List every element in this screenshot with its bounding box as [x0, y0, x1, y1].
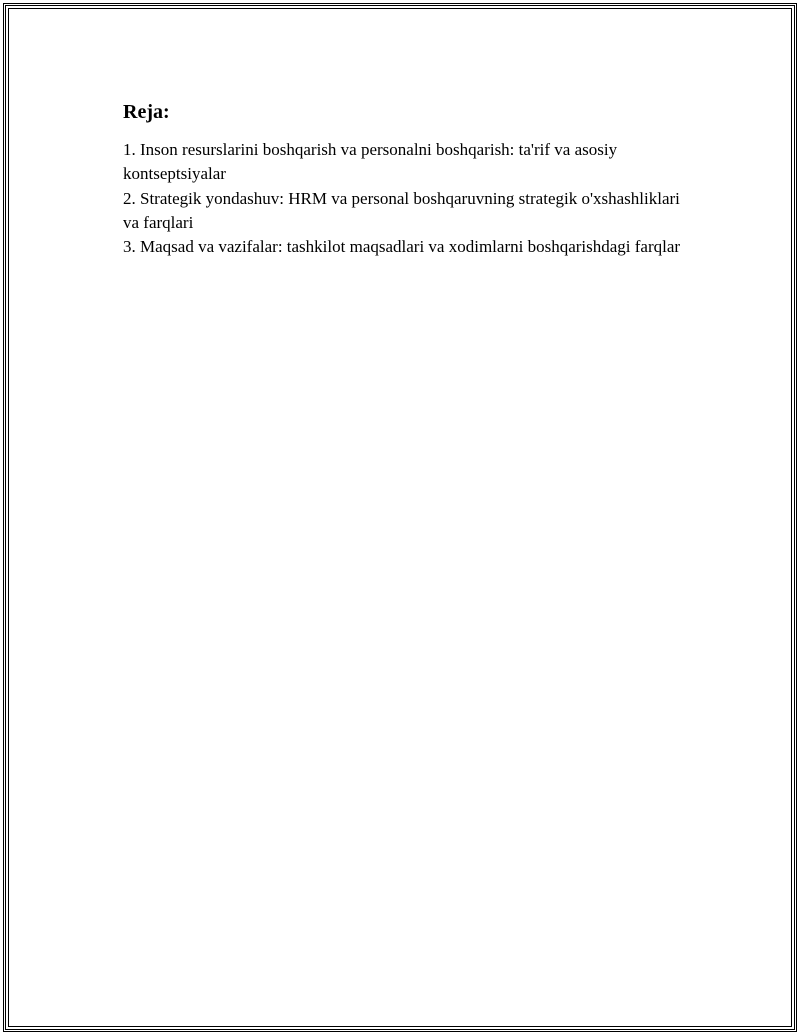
plan-heading: Reja: — [123, 101, 170, 123]
plan-item-2: 2. Strategik yondashuv: HRM va personal boshqaruvning strategik o'xshashliklari va farqlari — [123, 188, 680, 232]
plan-item-3: 3. Maqsad va vazifalar: tashkilot maqsadlari va xodimlarni boshqarishdagi farqlar — [123, 237, 681, 257]
plan-list — [123, 138, 683, 259]
document-page — [3, 3, 797, 1032]
document-content — [123, 98, 683, 259]
plan-item-1: 1. Inson resurslarini boshqarish va personalni boshqarish: ta'rif va asosiy kontseptsiyalar — [123, 140, 618, 184]
